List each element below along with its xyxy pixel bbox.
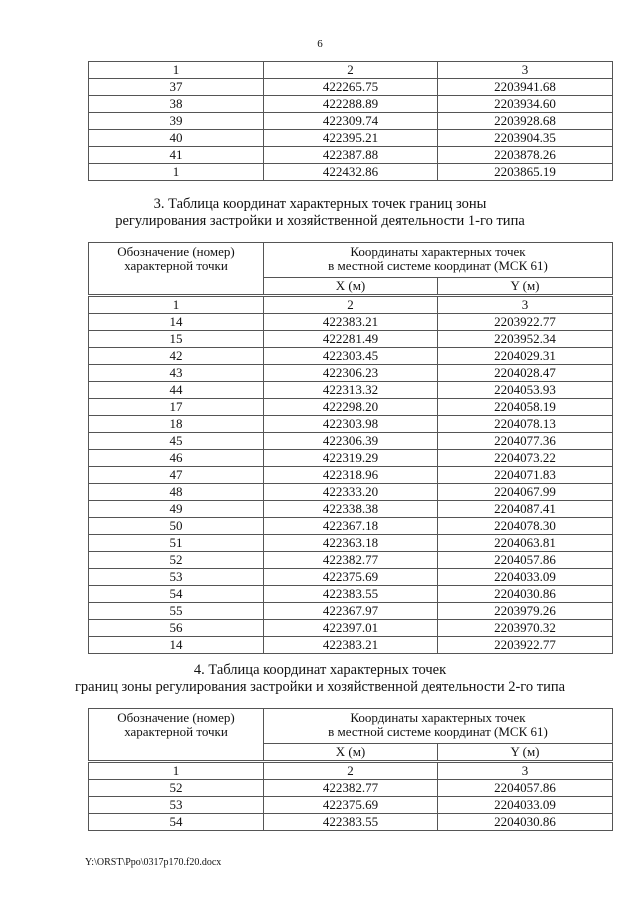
table-row xyxy=(89,484,613,501)
x-header: X (м) xyxy=(264,278,438,296)
y-coordinate: 2204087.41 xyxy=(438,501,613,518)
column-number: 2 xyxy=(264,296,438,314)
point-id: 53 xyxy=(89,569,264,586)
column-number: 1 xyxy=(89,62,264,79)
y-coordinate: 2203922.77 xyxy=(438,314,613,331)
x-coordinate: 422395.21 xyxy=(264,130,438,147)
y-coordinate: 2204029.31 xyxy=(438,348,613,365)
section3-caption-line2: регулирования застройки и хозяйственной деятельности 1-го типа xyxy=(115,213,525,229)
table-row xyxy=(89,620,613,637)
table-row xyxy=(89,797,613,814)
x-coordinate: 422303.98 xyxy=(264,416,438,433)
table-row xyxy=(89,96,613,113)
y-coordinate: 2204030.86 xyxy=(438,814,613,831)
footer-file-path: Y:\ORST\Ppo\0317p170.f20.docx xyxy=(85,857,222,868)
column-number-row xyxy=(89,762,613,780)
x-coordinate: 422432.86 xyxy=(264,164,438,181)
table-row xyxy=(89,433,613,450)
x-coordinate: 422338.38 xyxy=(264,501,438,518)
column-number: 2 xyxy=(264,762,438,780)
table-row xyxy=(89,501,613,518)
x-coordinate: 422313.32 xyxy=(264,382,438,399)
y-coordinate: 2204058.19 xyxy=(438,399,613,416)
point-id: 54 xyxy=(89,814,264,831)
y-header: Y (м) xyxy=(438,744,613,762)
page-number: 6 xyxy=(317,38,323,50)
x-coordinate: 422363.18 xyxy=(264,535,438,552)
column-number-row xyxy=(89,62,613,79)
point-id: 40 xyxy=(89,130,264,147)
column-number: 1 xyxy=(89,762,264,780)
point-id: 44 xyxy=(89,382,264,399)
y-coordinate: 2204067.99 xyxy=(438,484,613,501)
table-row xyxy=(89,586,613,603)
y-coordinate: 2204053.93 xyxy=(438,382,613,399)
point-id: 54 xyxy=(89,586,264,603)
y-coordinate: 2204063.81 xyxy=(438,535,613,552)
x-coordinate: 422319.29 xyxy=(264,450,438,467)
coordinates-header xyxy=(264,243,613,278)
table-row xyxy=(89,552,613,569)
table-row xyxy=(89,518,613,535)
section4-coordinates-table xyxy=(88,708,613,831)
x-coordinate: 422375.69 xyxy=(264,569,438,586)
table-row xyxy=(89,314,613,331)
table-row xyxy=(89,399,613,416)
coordinates-header-line2: в местной системе координат (МСК 61) xyxy=(328,258,548,273)
y-coordinate: 2204057.86 xyxy=(438,780,613,797)
section3-coordinates-table xyxy=(88,242,613,654)
x-coordinate: 422318.96 xyxy=(264,467,438,484)
point-id: 52 xyxy=(89,552,264,569)
y-coordinate: 2204077.36 xyxy=(438,433,613,450)
y-coordinate: 2203865.19 xyxy=(438,164,613,181)
point-id: 52 xyxy=(89,780,264,797)
y-coordinate: 2203904.35 xyxy=(438,130,613,147)
y-coordinate: 2204028.47 xyxy=(438,365,613,382)
point-id: 47 xyxy=(89,467,264,484)
x-coordinate: 422288.89 xyxy=(264,96,438,113)
point-id: 43 xyxy=(89,365,264,382)
y-coordinate: 2203952.34 xyxy=(438,331,613,348)
point-id: 14 xyxy=(89,314,264,331)
point-id: 56 xyxy=(89,620,264,637)
x-coordinate: 422298.20 xyxy=(264,399,438,416)
y-coordinate: 2204033.09 xyxy=(438,797,613,814)
x-coordinate: 422306.23 xyxy=(264,365,438,382)
point-id: 42 xyxy=(89,348,264,365)
table-row xyxy=(89,382,613,399)
point-id: 18 xyxy=(89,416,264,433)
point-id: 45 xyxy=(89,433,264,450)
point-id: 38 xyxy=(89,96,264,113)
x-coordinate: 422367.97 xyxy=(264,603,438,620)
x-coordinate: 422367.18 xyxy=(264,518,438,535)
x-coordinate: 422383.21 xyxy=(264,637,438,654)
point-id: 41 xyxy=(89,147,264,164)
table-row xyxy=(89,535,613,552)
table-row xyxy=(89,365,613,382)
y-coordinate: 2204078.13 xyxy=(438,416,613,433)
table-row xyxy=(89,79,613,96)
x-coordinate: 422303.45 xyxy=(264,348,438,365)
y-coordinate: 2204078.30 xyxy=(438,518,613,535)
x-coordinate: 422333.20 xyxy=(264,484,438,501)
column-number: 3 xyxy=(438,296,613,314)
table-row xyxy=(89,814,613,831)
x-coordinate: 422382.77 xyxy=(264,780,438,797)
section4-caption xyxy=(0,662,640,696)
table-row xyxy=(89,603,613,620)
point-id: 37 xyxy=(89,79,264,96)
point-id: 50 xyxy=(89,518,264,535)
x-coordinate: 422281.49 xyxy=(264,331,438,348)
section4-caption-line2: границ зоны регулирования застройки и хозяйственной деятельности 2-го типа xyxy=(74,679,566,695)
y-coordinate: 2204071.83 xyxy=(438,467,613,484)
x-coordinate: 422387.88 xyxy=(264,147,438,164)
x-coordinate: 422309.74 xyxy=(264,113,438,130)
point-designation-header: Обозначение (номер) характерной точки xyxy=(89,709,264,762)
continued-coordinates-table xyxy=(88,61,613,181)
x-coordinate: 422383.21 xyxy=(264,314,438,331)
table-row xyxy=(89,450,613,467)
x-coordinate: 422265.75 xyxy=(264,79,438,96)
y-coordinate: 2203928.68 xyxy=(438,113,613,130)
y-coordinate: 2204033.09 xyxy=(438,569,613,586)
column-number: 2 xyxy=(264,62,438,79)
point-id: 1 xyxy=(89,164,264,181)
x-coordinate: 422397.01 xyxy=(264,620,438,637)
point-id: 51 xyxy=(89,535,264,552)
section3-caption xyxy=(0,196,640,230)
point-id: 14 xyxy=(89,637,264,654)
table-row xyxy=(89,780,613,797)
y-coordinate: 2204057.86 xyxy=(438,552,613,569)
y-coordinate: 2203922.77 xyxy=(438,637,613,654)
table-row xyxy=(89,147,613,164)
point-id: 53 xyxy=(89,797,264,814)
y-coordinate: 2203970.32 xyxy=(438,620,613,637)
point-id: 49 xyxy=(89,501,264,518)
column-number: 3 xyxy=(438,762,613,780)
point-id: 46 xyxy=(89,450,264,467)
y-coordinate: 2203934.60 xyxy=(438,96,613,113)
column-number: 1 xyxy=(89,296,264,314)
x-coordinate: 422375.69 xyxy=(264,797,438,814)
coordinates-header-line2: в местной системе координат (МСК 61) xyxy=(328,724,548,739)
coordinates-header-line1: Координаты характерных точек xyxy=(350,710,526,725)
y-coordinate: 2203878.26 xyxy=(438,147,613,164)
y-coordinate: 2204073.22 xyxy=(438,450,613,467)
table-row xyxy=(89,164,613,181)
x-coordinate: 422382.77 xyxy=(264,552,438,569)
table-row xyxy=(89,113,613,130)
y-coordinate: 2203941.68 xyxy=(438,79,613,96)
column-number-row xyxy=(89,296,613,314)
section3-caption-line1: 3. Таблица координат характерных точек границ зоны xyxy=(153,196,487,212)
point-id: 48 xyxy=(89,484,264,501)
table-row xyxy=(89,416,613,433)
table-row xyxy=(89,331,613,348)
y-coordinate: 2203979.26 xyxy=(438,603,613,620)
table-row xyxy=(89,348,613,365)
x-coordinate: 422306.39 xyxy=(264,433,438,450)
point-designation-header: Обозначение (номер) характерной точки xyxy=(89,243,264,296)
x-coordinate: 422383.55 xyxy=(264,814,438,831)
coordinates-header-line1: Координаты характерных точек xyxy=(350,244,526,259)
y-coordinate: 2204030.86 xyxy=(438,586,613,603)
table-row xyxy=(89,569,613,586)
section4-caption-line1: 4. Таблица координат характерных точек xyxy=(193,662,447,678)
point-id: 39 xyxy=(89,113,264,130)
coordinates-header xyxy=(264,709,613,744)
column-number: 3 xyxy=(438,62,613,79)
x-coordinate: 422383.55 xyxy=(264,586,438,603)
table-row xyxy=(89,467,613,484)
x-header: X (м) xyxy=(264,744,438,762)
table-row xyxy=(89,637,613,654)
y-header: Y (м) xyxy=(438,278,613,296)
point-id: 15 xyxy=(89,331,264,348)
point-id: 17 xyxy=(89,399,264,416)
point-id: 55 xyxy=(89,603,264,620)
table-row xyxy=(89,130,613,147)
